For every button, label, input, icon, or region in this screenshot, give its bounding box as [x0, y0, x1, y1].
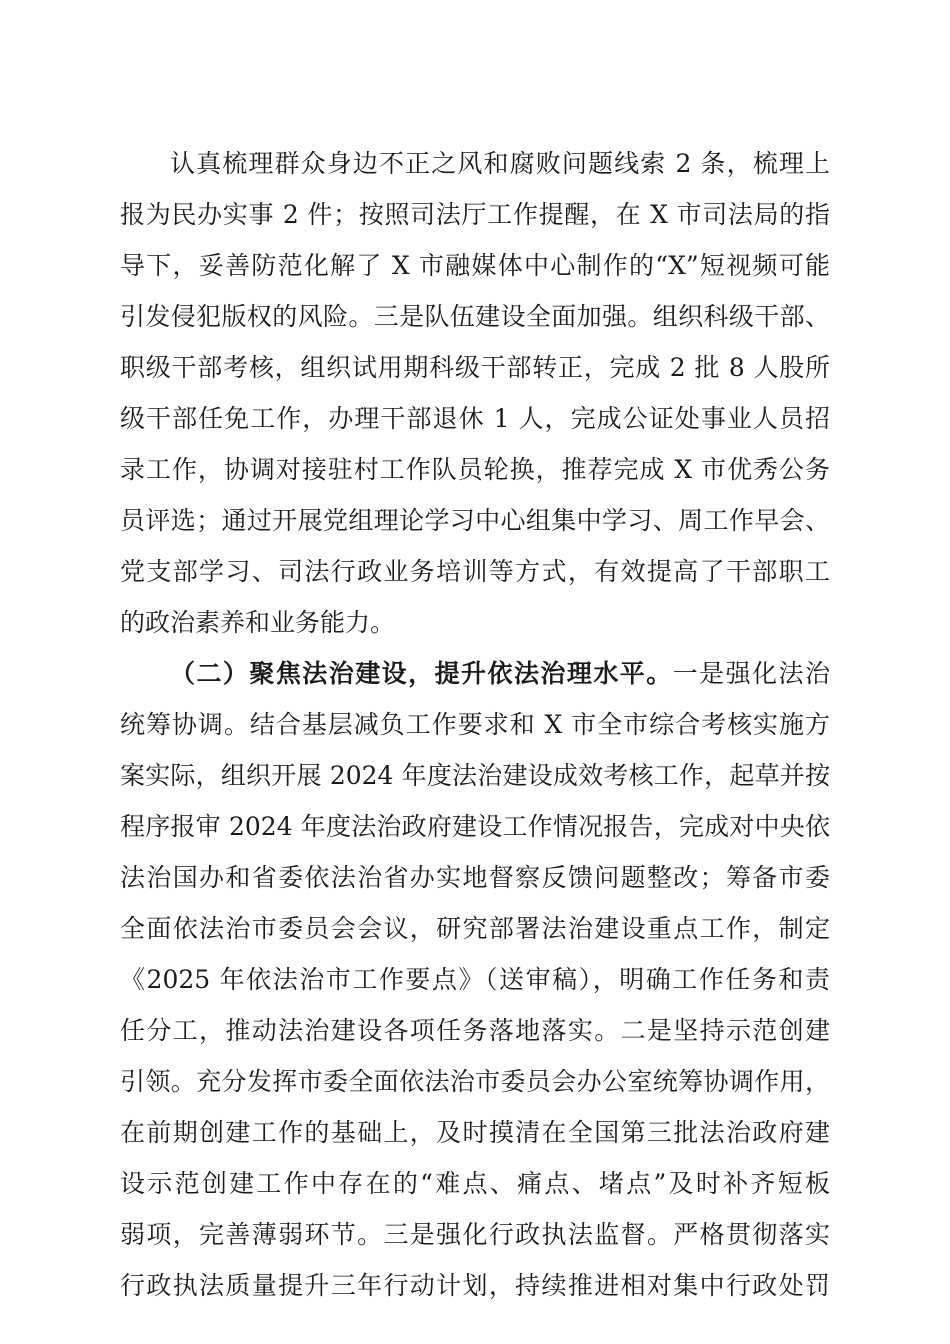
text-line: 导下，妥善防范化解了 X 市融媒体中心制作的“X”短视频可能 — [120, 251, 830, 280]
text-line: 弱项，完善薄弱环节。三是强化行政执法监督。严格贯彻落实 — [120, 1220, 830, 1249]
text-line: 法治国办和省委依法治省办实地督察反馈问题整改；筹备市委 — [120, 863, 830, 892]
text-line: 统筹协调。结合基层减负工作要求和 X 市全市综合考核实施方 — [120, 710, 830, 739]
text-line: 设示范创建工作中存在的“难点、痛点、堵点”及时补齐短板 — [120, 1169, 830, 1198]
text-run: 一是强化法治 — [672, 659, 830, 688]
text-line: 职级干部考核，组织试用期科级干部转正，完成 2 批 8 人股所 — [120, 353, 830, 382]
text-line: 在前期创建工作的基础上，及时摸清在全国第三批法治政府建 — [120, 1118, 830, 1147]
text-line: 党支部学习、司法行政业务培训等方式，有效提高了干部职工 — [120, 557, 830, 586]
body-text — [120, 138, 830, 1311]
text-line: 全面依法治市委员会会议，研究部署法治建设重点工作，制定 — [120, 914, 830, 943]
text-line: 《2025 年依法治市工作要点》（送审稿），明确工作任务和责 — [120, 965, 830, 994]
text-line: 录工作，协调对接驻村工作队员轮换，推荐完成 X 市优秀公务 — [120, 455, 830, 484]
text-line: 的政治素养和业务能力。 — [120, 608, 396, 637]
text-line: 员评选；通过开展党组理论学习中心组集中学习、周工作早会、 — [120, 506, 830, 535]
text-line: 认真梳理群众身边不正之风和腐败问题线索 2 条，梳理上 — [170, 149, 830, 178]
text-line: 任分工，推动法治建设各项任务落地落实。二是坚持示范创建 — [120, 1016, 830, 1045]
text-line: 行政执法质量提升三年行动计划，持续推进相对集中行政处罚 — [120, 1271, 830, 1300]
section-heading-line — [120, 648, 830, 699]
text-line: 级干部任免工作，办理干部退休 1 人，完成公证处事业人员招 — [120, 404, 830, 433]
text-line: 引发侵犯版权的风险。三是队伍建设全面加强。组织科级干部、 — [120, 302, 830, 331]
section-heading: （二）聚焦法治建设，提升依法治理水平。 — [170, 659, 673, 688]
text-line: 案实际，组织开展 2024 年度法治建设成效考核工作，起草并按 — [120, 761, 830, 790]
text-line: 报为民办实事 2 件；按照司法厅工作提醒，在 X 市司法局的指 — [120, 200, 830, 229]
text-line: 程序报审 2024 年度法治政府建设工作情况报告，完成对中央依 — [120, 812, 830, 841]
text-line: 引领。充分发挥市委全面依法治市委员会办公室统筹协调作用， — [120, 1067, 830, 1096]
